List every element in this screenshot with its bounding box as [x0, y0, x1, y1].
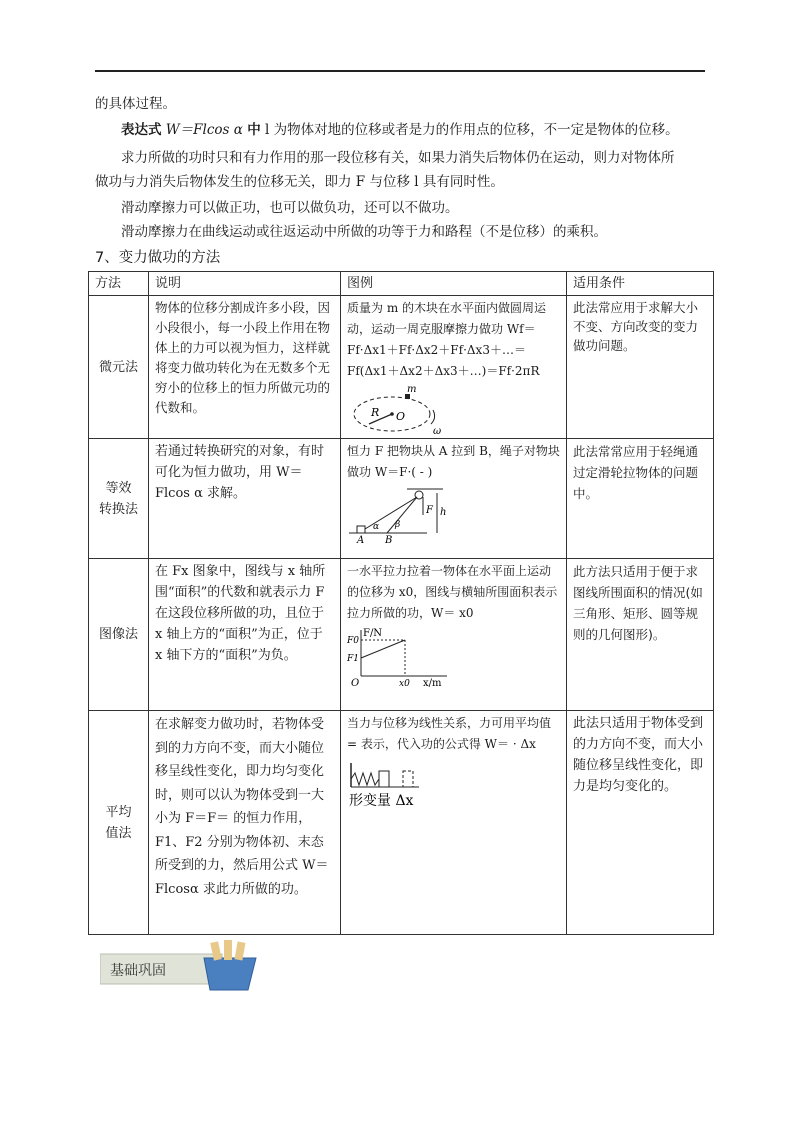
- rope-b: [387, 497, 417, 533]
- expression-rest: l 为物体对地的位移或者是力的作用点的位移，不一定是物体的位移。: [264, 122, 679, 138]
- intro-line-3: 求力所做的功时只和有力作用的那一段位移有关，如果力消失后物体仍在运动，则力对物体所: [121, 150, 675, 166]
- method-cell: [89, 439, 149, 559]
- method-line-1: 等效: [105, 480, 132, 496]
- table-row: [89, 439, 714, 559]
- table-row: [89, 711, 714, 935]
- label-origin: O: [351, 678, 360, 688]
- method-line-2: 值法: [105, 825, 132, 841]
- label-o: O: [396, 410, 406, 423]
- section-stamp: [100, 940, 270, 994]
- method-line-2: 转换法: [98, 501, 138, 517]
- example-text: 一水平拉力拉着一物体在水平面上运动的位移为 x0，图线与横轴所围面积表示拉力所做的功，W＝ x0: [347, 564, 558, 620]
- table-header-row: [89, 272, 714, 296]
- desc-cell: 在 Fx 图象中，图线与 x 轴所围“面积”的代数和就表示力 F 在这段位移所做的功，且位于 x 轴上方的“面积”为正，位于 x 轴下方的“面积”为负。: [149, 559, 341, 711]
- example-text: 恒力 F 把物块从 A 拉到 B，绳子对物块做功 W＝F·( - ): [347, 444, 560, 479]
- label-h: h: [440, 507, 447, 518]
- block-displaced: [403, 771, 413, 787]
- example-text: 当力与位移为线性关系，力可用平均值 = 表示，代入功的公式得 W＝ · Δx: [347, 716, 552, 751]
- spring: [351, 773, 379, 785]
- example-cell: [341, 711, 567, 935]
- expression-mid: 中: [247, 122, 261, 138]
- example-cell: [341, 296, 567, 439]
- methods-table: [88, 271, 714, 935]
- desc-cell: 物体的位移分割成许多小段，因小段很小，每一小段上作用在物体上的力可以视为恒力，这样就将变力做功转化为在无数多个无穷小的位移上的恒力所做元功的代数和。: [149, 296, 341, 439]
- graph-line: [361, 640, 405, 658]
- label-omega: ω: [433, 426, 442, 436]
- label-beta: β: [395, 520, 401, 530]
- pulley-diagram: [347, 485, 457, 545]
- label-a: A: [357, 535, 365, 545]
- spring-diagram: [347, 757, 457, 809]
- stamp-text: 基础巩固: [110, 963, 166, 979]
- condition-cell: 此法常常应用于轻绳通过定滑轮拉物体的问题中。: [567, 439, 714, 559]
- label-f1: F1: [347, 654, 359, 664]
- example-text: 质量为 m 的木块在水平面内做圆周运动，运动一周克服摩擦力做功 Wf＝Ff·Δx1＋Ff·Δx2＋Ff·Δx3＋…＝Ff(Δx1＋Δx2＋Δx3＋…)＝Ff·2πR: [347, 301, 547, 378]
- center-dot: [390, 412, 394, 416]
- intro-line-5: 滑动摩擦力可以做正功，也可以做负功，还可以不做功。: [121, 200, 459, 216]
- condition-cell: 此法常应用于求解大小不变、方向改变的变力做功问题。: [567, 296, 714, 439]
- method-line-1: 平均: [105, 804, 132, 820]
- method-cell: 图像法: [89, 559, 149, 711]
- label-f: F: [426, 505, 433, 516]
- label-m: m: [407, 384, 417, 395]
- x-axis-label: x/m: [423, 678, 442, 688]
- force-displacement-graph: [347, 626, 457, 688]
- table-row: [89, 559, 714, 711]
- condition-cell: 此方法只适用于便于求图线所围面积的情况(如三角形、矩形、圆等规则的几何图形)。: [567, 559, 714, 711]
- header-condition: 适用条件: [567, 272, 714, 296]
- circular-motion-diagram: [347, 384, 457, 436]
- intro-line-2: [121, 120, 741, 140]
- block: [379, 771, 389, 787]
- rotation-arrow: [431, 410, 435, 424]
- example-cell: [341, 439, 567, 559]
- desc-cell: 若通过转换研究的对象，有时可化为恒力做功，用 W＝Flcos α 求解。: [149, 439, 341, 559]
- block: [357, 526, 365, 533]
- example-cell: [341, 559, 567, 711]
- label-x0: x0: [399, 679, 410, 688]
- label-f0: F0: [347, 636, 359, 646]
- desc-cell: 在求解变力做功时，若物体受到的力方向不变，而大小随位移呈线性变化，即力均匀变化时，则可以认为物体受到一大小为 F＝F＝ 的恒力作用，F1、F2 分别为物体初、末态所受到的力，然后用公式 W＝Flcosα 求此力所做的功。: [149, 711, 341, 935]
- method-cell: 微元法: [89, 296, 149, 439]
- deformation-label: 形变量 Δx: [349, 793, 414, 809]
- header-rule: [95, 70, 705, 72]
- header-method: 方法: [89, 272, 149, 296]
- label-r: R: [371, 406, 380, 419]
- y-axis-label: F/N: [363, 628, 383, 639]
- bucket-icon: [204, 958, 256, 990]
- method-cell: [89, 711, 149, 935]
- condition-cell: 此法只适用于物体受到的力方向不变，而大小随位移呈线性变化，即力是均匀变化的。: [567, 711, 714, 935]
- section-title: 7、变力做功的方法: [95, 250, 221, 266]
- scroll-2: [224, 940, 232, 960]
- label-b: B: [385, 535, 393, 545]
- header-desc: 说明: [149, 272, 341, 296]
- intro-line-4: 做功与力消失后物体发生的位移无关，即力 F 与位移 l 具有同时性。: [95, 174, 504, 190]
- header-example: 图例: [341, 272, 567, 296]
- work-formula: W＝Flcos α: [165, 122, 243, 138]
- label-alpha: α: [373, 522, 380, 532]
- intro-line-6: 滑动摩擦力在曲线运动或往返运动中所做的功等于力和路程（不是位移）的乘积。: [121, 224, 607, 240]
- table-row: [89, 296, 714, 439]
- expression-label: 表达式: [121, 122, 162, 138]
- intro-line-1: 的具体过程。: [95, 96, 176, 112]
